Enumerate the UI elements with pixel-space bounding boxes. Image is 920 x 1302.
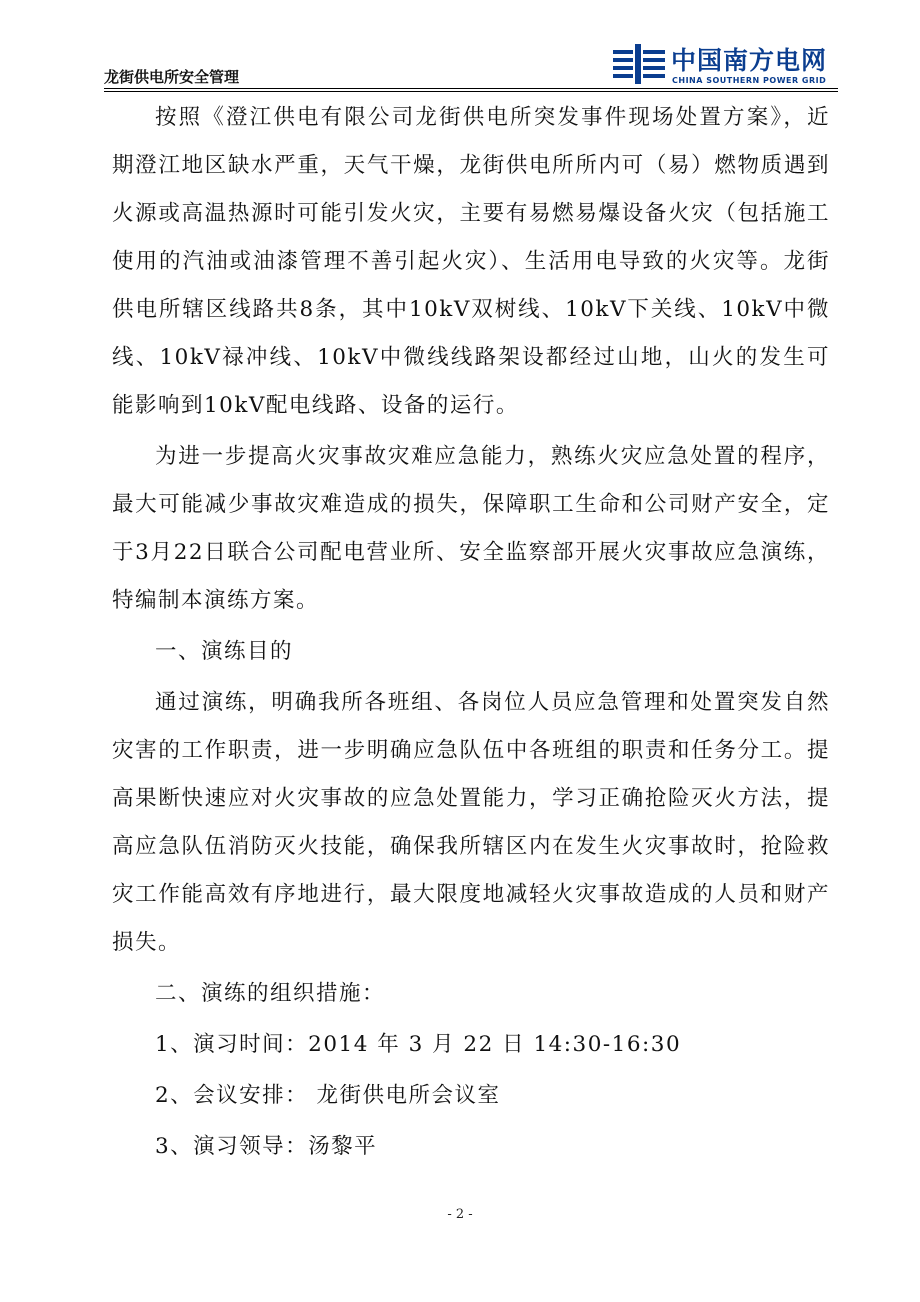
list-item-meeting-venue: 2、会议安排： 龙街供电所会议室 — [155, 1083, 501, 1108]
section-heading-drill-objective: 一、演练目的 — [155, 639, 294, 664]
paragraph-purpose-statement: 为进一步提高火灾事故灾难应急能力，熟练火灾应急处置的程序，最大可能减少事故灾难造成的损失，保障职工生命和公司财产安全，定于3月22日联合公司配电营业所、安全监察部开展火灾事故应急演练，特编制本演练方案。 — [112, 444, 830, 613]
section-heading-organization: 二、演练的组织措施： — [155, 981, 386, 1006]
paragraph-drill-objective: 通过演练，明确我所各班组、各岗位人员应急管理和处置突发自然灾害的工作职责，进一步明确应急队伍中各班组的职责和任务分工。提高果断快速应对火灾事故的应急处置能力，学习正确抢险灭火方法，提高应急队伍消防灭火技能，确保我所辖区内在发生火灾事故时，抢险救灾工作能高效有序地进行，最大限度地减轻火灾事故造成的人员和财产损失。 — [112, 690, 830, 955]
list-item-drill-time: 1、演习时间：2014 年 3 月 22 日 14:30-16:30 — [155, 1032, 682, 1057]
logo-name-en: CHINA SOUTHERN POWER GRID — [672, 76, 827, 85]
list-item-drill-leader: 3、演习领导：汤黎平 — [155, 1134, 378, 1159]
csg-logo-icon — [613, 44, 665, 88]
document-body — [112, 94, 830, 1171]
header-divider — [104, 88, 838, 92]
page-number: - 2 - — [447, 1207, 473, 1222]
header-title: 龙街供电所安全管理 — [104, 68, 240, 86]
company-logo — [613, 44, 838, 88]
paragraph-intro: 按照《澄江供电有限公司龙街供电所突发事件现场处置方案》，近期澄江地区缺水严重，天气干燥，龙街供电所所内可（易）燃物质遇到火源或高温热源时可能引发火灾，主要有易燃易爆设备火灾（包括施工使用的汽油或油漆管理不善引起火灾）、生活用电导致的火灾等。龙街供电所辖区线路共8条，其中10kV双树线、10kV下关线、10kV中微线、10kV禄冲线、10kV中微线线路架设都经过山地，山火的发生可能影响到10kV配电线路、设备的运行。 — [112, 105, 830, 418]
logo-name-cn: 中国南方电网 — [671, 46, 828, 75]
